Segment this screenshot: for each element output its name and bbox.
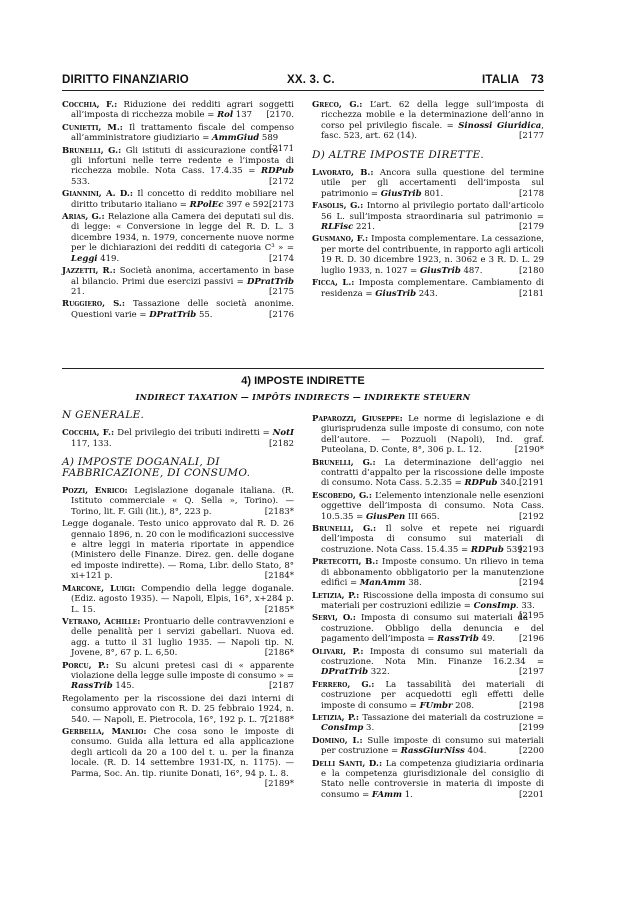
bibliography-entry xyxy=(312,234,544,276)
bibliography-entry xyxy=(62,212,294,264)
entry-author: Giannini, A. D.: xyxy=(62,189,138,200)
header-rule xyxy=(62,90,544,91)
entry-tail: III 665. xyxy=(405,511,440,522)
entry-author: Delli Santi, D.: xyxy=(312,758,386,769)
bibliography-entry xyxy=(312,168,544,199)
entry-journal: Leggi xyxy=(71,253,98,264)
entry-tail: 21. xyxy=(71,286,85,297)
bibliography-entry xyxy=(312,458,544,489)
entry-number: [2173 xyxy=(269,199,294,210)
entry-text: La tassabilità dei materiali di costruzione per acquedotti egli effetti delle imposte di consumo = xyxy=(321,679,544,711)
entry-text: Gli istituti di assicurazione contro gli infortuni nelle terre redente e l’imposta di ricchezza mobile. Nota Cass. 17.4.35 = xyxy=(71,145,294,177)
entry-number: [2193 xyxy=(519,544,544,555)
header-country: ITALIA xyxy=(482,74,520,86)
entry-text: Le norme di legislazione e di giurisprudenza sulle imposte di consumo, con note dell’autore. — Pozzuoli (Napoli), Ind. graf. Puteolana, D. Conte, 8°, 306 p. L. 12. xyxy=(321,414,545,456)
entry-tail: 322. xyxy=(368,667,390,678)
entry-author: Servi, O.: xyxy=(312,613,361,624)
entry-journal: RDPub xyxy=(464,478,498,489)
sub-heading: INDIRECT TAXATION — IMPÔTS INDIRECTS — INDIREKTE STEUERN xyxy=(135,392,471,402)
entry-journal: DPratTrib xyxy=(321,667,369,678)
entry-journal: RLFisc xyxy=(321,222,354,233)
entry-journal: DPratTrib xyxy=(246,276,294,287)
entry-text: La competenza giudiziaria ordinaria e la competenza giurisdizionale del consiglio di Stato nelle controversie in materia di imposte di consumo = xyxy=(321,758,544,800)
header-section: DIRITTO FINANZIARIO xyxy=(62,74,189,86)
entries-d xyxy=(312,168,544,299)
entry-author: Ficca, L.: xyxy=(312,278,359,289)
entry-tail: 1. xyxy=(402,789,413,800)
bibliography-entry xyxy=(62,428,294,449)
entry-number: [2188* xyxy=(264,714,294,725)
entry-journal: GiusTrib xyxy=(380,188,422,199)
entry-text: Relazione alla Camera dei deputati sul dis. di legge: « Conversione in legge del R. D. L. 3 dicembre 1934, n. 1979, concernente nuove norme per le dichiarazioni dei redditi di categoria C³ » = xyxy=(71,212,294,254)
entry-journal: RassTrib xyxy=(437,634,479,645)
entry-author: Escobedo, G.: xyxy=(312,490,376,501)
bibliography-entry xyxy=(312,613,544,644)
entry-journal: RassTrib xyxy=(71,681,113,692)
entry-author: Gerbella, Manlio: xyxy=(62,726,154,737)
entry-author: Olivari, P.: xyxy=(312,646,370,657)
entry-author: Porcu, P.: xyxy=(62,660,116,671)
header-classification: XX. 3. C. xyxy=(287,74,335,86)
entry-author: Marcone, Luigi: xyxy=(62,583,142,594)
entry-journal: Sinossi Giuridica xyxy=(458,120,542,131)
entry-text: Il trattamento fiscale del compenso all’amministratore giudiziario = xyxy=(71,122,294,144)
entry-author: Ruggiero, S.: xyxy=(62,299,134,310)
entry-text: Imposta complementare. Cambiamento di residenza = xyxy=(321,278,545,299)
entry-journal: RPolEc xyxy=(189,199,224,210)
bibliography-entry xyxy=(312,713,544,734)
entry-author: Pretecotti, B.: xyxy=(312,557,382,568)
section-rule xyxy=(62,368,544,369)
entry-tail: 38. xyxy=(405,578,422,589)
bottom-right-column xyxy=(312,414,544,802)
entry-number: [2196 xyxy=(519,634,544,645)
entry-number: [2187 xyxy=(269,681,294,692)
entry-text: Legislazione doganale italiana. (R. Istituto commerciale « Q. Sella », Torino). — Torino, lit. F. Gili (lit.), 8°, 223 p. xyxy=(71,486,294,517)
bibliography-entry xyxy=(62,486,294,517)
entry-author: Pozzi, Enrico: xyxy=(62,486,135,497)
bibliography-entry xyxy=(312,647,544,678)
entry-author: Arias, G.: xyxy=(62,212,108,223)
entry-author: Jazzetti, R.: xyxy=(62,266,120,277)
entry-tail: 55. xyxy=(196,309,213,320)
entry-number: [2192 xyxy=(519,511,544,522)
entry-tail: 397 e 592. xyxy=(223,199,272,210)
entry-tail: 340. xyxy=(497,478,520,489)
entry-number: [2184* xyxy=(264,571,294,582)
bottom-left-column xyxy=(62,410,294,789)
entry-tail: 208. xyxy=(452,700,475,711)
section-heading-n: N GENERALE. xyxy=(62,409,145,421)
entry-tail: 419. xyxy=(97,253,120,264)
entry-tail: 117, 133. xyxy=(71,438,112,449)
entry-journal: GiusTrib xyxy=(375,288,417,299)
bibliography-entry xyxy=(62,694,294,725)
entry-number: [2201 xyxy=(519,789,544,800)
entry-number: [2177 xyxy=(519,131,544,142)
entry-number: [2198 xyxy=(519,700,544,711)
entry-journal: Rol xyxy=(217,110,234,121)
entry-number: [2179 xyxy=(519,222,544,233)
entry-journal: FUmbr xyxy=(419,700,453,711)
entry-tail: 539. xyxy=(503,544,526,555)
entry-tail: 589 xyxy=(259,133,279,144)
bibliography-entry xyxy=(62,584,294,615)
entry-tail: 487. xyxy=(460,265,483,276)
entry-journal: GiusPen xyxy=(365,511,406,522)
entry-text: Il solve et repete nei riguardi dell’imposta di consumo sui materiali di costruzione. Nota Cass. 15.4.35 = xyxy=(321,524,544,555)
bibliography-entry xyxy=(312,759,544,801)
entry-journal: ConsImp xyxy=(473,600,516,611)
entry-text: L’art. 62 della legge sull’imposta di ricchezza mobile e la determinazione dell’anno in corso pel privilegio fiscale. = xyxy=(321,100,544,131)
entry-tail: 3. xyxy=(363,723,375,734)
entry-author: Fasolis, G.: xyxy=(312,201,367,212)
bibliography-entry xyxy=(62,189,294,210)
entry-author: Cocchia, F.: xyxy=(62,428,118,439)
bibliography-entry xyxy=(312,278,544,299)
entry-author: Cocchia, F.: xyxy=(62,100,124,110)
bibliography-entry xyxy=(62,143,294,188)
top-left-column xyxy=(62,100,294,322)
entry-text: Imposte consumo. Un rilievo in tema di abbonamento obbligatorio per la manutenzione edifici = xyxy=(321,557,544,589)
entry-number: [2190* xyxy=(514,445,544,456)
entry-text: L’elemento intenzionale nelle esenzioni oggettive dell’imposta di consumo. Nota Cass. 10.5.35 = xyxy=(321,490,544,522)
entry-text: Intorno al privilegio portato dall’articolo 56 L. sull’imposta straordinaria sul patrimonio = xyxy=(321,201,544,222)
entry-journal: RDPub xyxy=(261,166,294,177)
entry-number: [2197 xyxy=(519,667,544,678)
entry-journal: FAmm xyxy=(371,789,403,800)
section-heading-a: A) IMPOSTE DOGANALI, DI FABBRICAZIONE, DI CONSUMO. xyxy=(62,456,251,479)
entry-number: [2186* xyxy=(264,648,294,659)
entry-tail: 221. xyxy=(353,222,375,233)
entry-journal: ManAmm xyxy=(359,578,406,589)
entry-author: Ferrero, G.: xyxy=(312,679,386,690)
section-heading-d: D) ALTRE IMPOSTE DIRETTE. xyxy=(312,148,485,161)
running-header xyxy=(62,74,544,88)
entry-number: [2183* xyxy=(264,506,294,517)
entry-journal: GiusTrib xyxy=(419,265,461,276)
bibliography-entry xyxy=(312,491,544,522)
entry-text: Legge doganale. Testo unico approvato dal R. D. 26 gennaio 1896, n. 20 con le modificazioni successive e altre leggi in materia riportate in appendice (Ministero delle Finanze. Direz. gen. delle dogane ed imposte indirette). — Roma, Libr. dello Stato, 8° xi+121 p. xyxy=(62,519,294,582)
entry-number: [2182 xyxy=(269,438,294,449)
entry-tail: 49. xyxy=(478,634,496,645)
entry-author: Vetrano, Achille: xyxy=(62,616,144,627)
entry-text: Imposta complementare. La cessazione, per morte del contribuente, in rapporto agli articoli 19 R. D. 30 dicembre 1923, n. 3062 e 3 R. D. L. 29 luglio 1933, n. 1027 = xyxy=(321,234,544,276)
page-number: 73 xyxy=(530,74,544,86)
main-heading: 4) IMPOSTE INDIRETTE xyxy=(241,375,365,387)
entries-n xyxy=(62,428,294,449)
entry-text: Riduzione dei redditi agrari soggetti all’imposta di ricchezza mobile = xyxy=(71,100,295,121)
entry-text: Compendio della legge doganale. (Ediz. agosto 1935). — Napoli, Elpis, 16°, x+284 p. L. 15. xyxy=(71,583,294,615)
entry-text: Prontuario delle contravvenzioni e delle penalità per i servizi gabellari. Nuova ed. agg. a tutto il 31 luglio 1935. — Napoli tip. N. Jovene, 8°, 67 p. L. 6,50. xyxy=(71,616,295,659)
entries-a xyxy=(62,486,295,789)
entry-tail: 145. xyxy=(112,681,135,692)
entry-journal: AmmGiud xyxy=(212,133,260,144)
entry-text: Su alcuni pretesi casi di « apparente violazione della legge sulle imposte di consumo » = xyxy=(71,660,294,681)
entry-number: [2170. xyxy=(266,110,294,121)
entry-journal: DPratTrib xyxy=(149,309,197,320)
entry-text: Tassazione delle società anonime. Questioni varie = xyxy=(71,299,294,320)
entry-author: Brunelli, G.: xyxy=(312,457,385,468)
entry-author: Lavorato, B.: xyxy=(312,168,380,179)
entry-tail: 533. xyxy=(71,176,90,187)
entry-tail: 801. xyxy=(421,188,444,199)
entry-number: [2195 xyxy=(519,611,544,622)
entry-author: Cunietti, M.: xyxy=(62,122,129,133)
bibliography-entry xyxy=(312,524,544,555)
entry-text: Società anonima, accertamento in base al bilancio. Primi due esercizi passivi = xyxy=(71,266,295,287)
bibliography-entry xyxy=(62,661,294,692)
entry-text: Del privilegio dei tributi indiretti = xyxy=(117,428,273,439)
bibliography-entry xyxy=(62,100,294,121)
entry-journal: RDPub xyxy=(470,544,504,555)
bibliography-entry xyxy=(62,726,295,789)
entry-text: Il concetto di reddito mobiliare nel diritto tributario italiano = xyxy=(71,189,295,210)
bibliography-entry xyxy=(62,266,294,297)
bibliography-entry xyxy=(62,299,294,320)
entry-number: [2178 xyxy=(519,188,544,199)
entry-number: [2181 xyxy=(519,288,544,299)
bibliography-entry xyxy=(312,414,544,456)
entry-text: Imposta di consumo sui materiali da costruzione. Nota Min. Finanze 16.2.34 = xyxy=(321,646,544,667)
entry-text: Che cosa sono le imposte di consumo. Guida alla lettura ed alla applicazione degli articoli da 20 a 100 del t. u. per la finanza locale. (R. D. 14 settembre 1931-IX, n. 1175). — Parma, Soc. An. tip. riunite Donati, 16°, 94 p. L. 8. xyxy=(71,726,295,779)
entry-number: [2175 xyxy=(269,286,294,297)
entry-journal: NotI xyxy=(272,428,294,439)
entry-author: Paparozzi, Giuseppe: xyxy=(312,414,409,424)
entry-number: [2171 xyxy=(269,143,294,154)
entry-number: [2174 xyxy=(269,253,294,264)
entry-text: Regolamento per la riscossione dei dazi interni di consumo approvato con R. D. 25 febbraio 1924, n. 540. — Napoli, E. Pietrocola, 16°, 192 p. L. 7. xyxy=(62,693,294,725)
bibliography-entry xyxy=(62,617,294,659)
entry-author: Domino, I.: xyxy=(312,735,368,746)
entry-number: [2180 xyxy=(519,265,544,276)
entry-author: Letizia, P.: xyxy=(312,590,363,601)
entry-number: [2199 xyxy=(519,723,544,734)
entry-number: [2194 xyxy=(519,578,544,589)
entry-author: Letizia, P.: xyxy=(312,712,363,723)
entry-number: [2200 xyxy=(519,746,544,757)
bibliography-entry xyxy=(312,557,544,588)
entry-author: Brunelli, G.: xyxy=(62,145,126,156)
entry-tail: , fasc. 523, art. 62 (14). xyxy=(321,120,544,142)
entry-text: Ancora sulla questione del termine utile per gli accertamenti dell’imposta sul patrimonio = xyxy=(321,168,544,199)
entry-journal: RassGiurNiss xyxy=(400,746,465,757)
top-right-column xyxy=(312,100,544,301)
entry-author: Gusmano, F.: xyxy=(312,234,372,245)
entry-text: Sulle imposte di consumo sui materiali per costruzione = xyxy=(321,735,544,757)
entry-tail: 404. xyxy=(464,746,487,757)
entry-tail: . 33. xyxy=(515,600,535,611)
entry-tail: 137 xyxy=(233,110,253,121)
entry-author: Brunelli, G.: xyxy=(312,524,386,535)
entry-number: [2172 xyxy=(269,176,294,187)
entry-text: Imposta di consumo sui materiali da costruzione. Obbligo della denuncia e del pagamento dell’imposta = xyxy=(321,613,544,645)
entry-author: Greco, G.: xyxy=(312,100,371,110)
entry-number: [2176 xyxy=(269,309,294,320)
entries-c-continued xyxy=(312,100,544,142)
bibliography-entry xyxy=(312,680,544,711)
bibliography-entry xyxy=(62,519,294,581)
bibliography-entry xyxy=(312,201,544,232)
entry-journal: ConsImp xyxy=(321,723,364,734)
entry-tail: 243. xyxy=(416,288,438,299)
bibliography-entry xyxy=(312,736,544,757)
entry-text: Tassazione dei materiali da costruzione = xyxy=(362,712,545,723)
entry-text: Riscossione della imposta di consumo sui materiali per costruzioni edilizie = xyxy=(321,590,544,611)
entry-number: [2189* xyxy=(264,779,294,789)
bibliography-entry xyxy=(312,100,544,142)
entry-text: La determinazione dell’aggio nei contratti d’appalto per la riscossione delle imposte di consumo. Nota Cass. 5.2.35 = xyxy=(321,457,544,489)
entry-number: [2185* xyxy=(264,604,294,615)
entry-number: [2191 xyxy=(519,478,544,489)
